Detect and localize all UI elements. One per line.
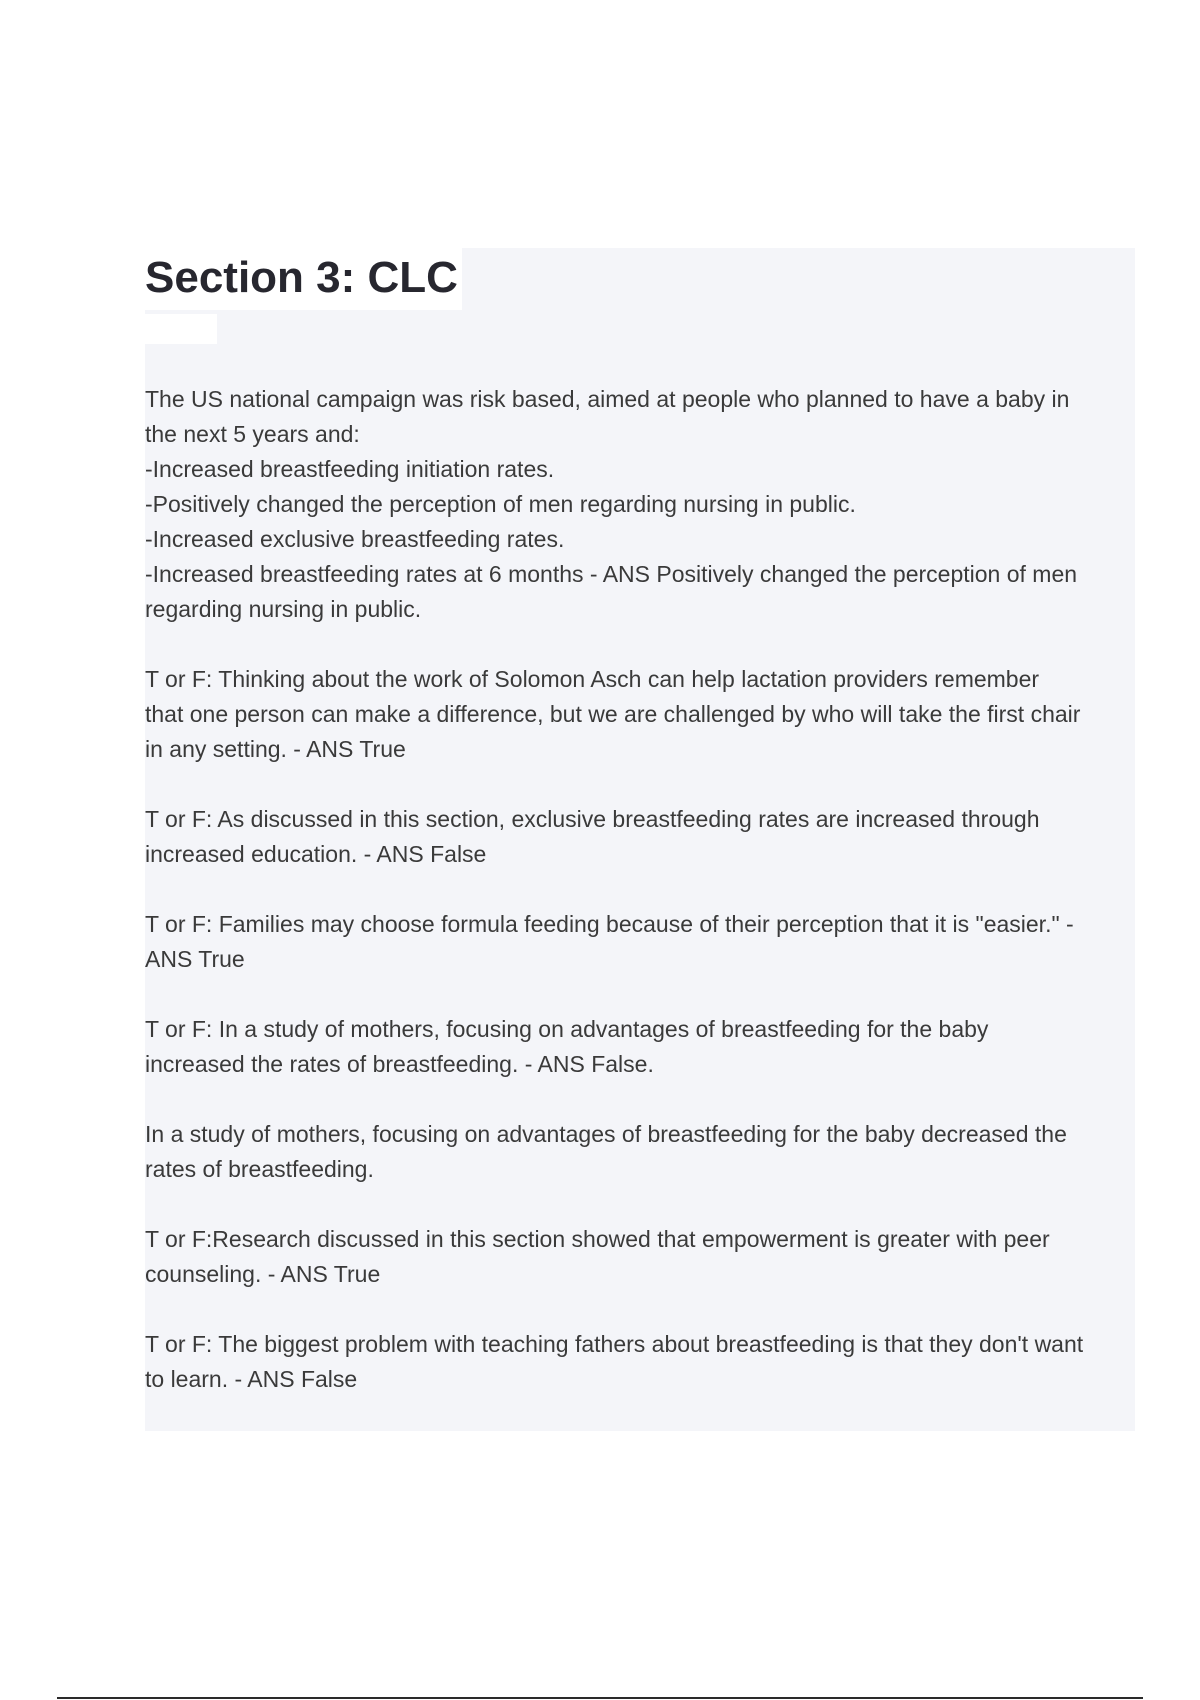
- text-line: -Increased exclusive breastfeeding rates.: [145, 526, 565, 552]
- qa-list: [145, 382, 1145, 1432]
- qa-item-5: [145, 1012, 1145, 1082]
- qa-item-7: [145, 1222, 1145, 1292]
- text-line: regarding nursing in public.: [145, 596, 422, 622]
- text-line: T or F: Thinking about the work of Solomon Asch can help lactation providers remember: [145, 666, 1040, 692]
- text-line: T or F: As discussed in this section, exclusive breastfeeding rates are increased through: [145, 806, 1040, 832]
- text-line: the next 5 years and:: [145, 421, 360, 447]
- qa-item-2: [145, 662, 1145, 767]
- qa-item-3: [145, 802, 1145, 872]
- qa-item-6: [145, 1117, 1145, 1187]
- text-line: ANS True: [145, 946, 245, 972]
- text-line: The US national campaign was risk based, aimed at people who planned to have a baby in: [145, 386, 1070, 412]
- text-line: -Increased breastfeeding initiation rates.: [145, 456, 555, 482]
- text-line: T or F: The biggest problem with teaching fathers about breastfeeding is that they don't want: [145, 1331, 1084, 1357]
- text-line: increased education. - ANS False: [145, 841, 487, 867]
- footer-divider: [57, 1697, 1143, 1699]
- qa-item-4: [145, 907, 1145, 977]
- title-underlay: [145, 314, 217, 344]
- qa-item-1: [145, 382, 1145, 627]
- text-line: T or F:Research discussed in this section showed that empowerment is greater with peer: [145, 1226, 1050, 1252]
- text-line: T or F: In a study of mothers, focusing on advantages of breastfeeding for the baby: [145, 1016, 989, 1042]
- text-line: rates of breastfeeding.: [145, 1156, 374, 1182]
- page-title: Section 3: CLC: [145, 248, 462, 310]
- text-line: that one person can make a difference, but we are challenged by who will take the first chair: [145, 701, 1081, 727]
- text-line: increased the rates of breastfeeding. - ANS False.: [145, 1051, 654, 1077]
- text-line: to learn. - ANS False: [145, 1366, 358, 1392]
- text-line: in any setting. - ANS True: [145, 736, 406, 762]
- qa-item-8: [145, 1327, 1145, 1397]
- text-line: counseling. - ANS True: [145, 1261, 381, 1287]
- text-line: T or F: Families may choose formula feeding because of their perception that it is "easier." -: [145, 911, 1074, 937]
- text-line: In a study of mothers, focusing on advantages of breastfeeding for the baby decreased the: [145, 1121, 1067, 1147]
- text-line: -Positively changed the perception of men regarding nursing in public.: [145, 491, 856, 517]
- text-line: -Increased breastfeeding rates at 6 months - ANS Positively changed the perception of men: [145, 561, 1078, 587]
